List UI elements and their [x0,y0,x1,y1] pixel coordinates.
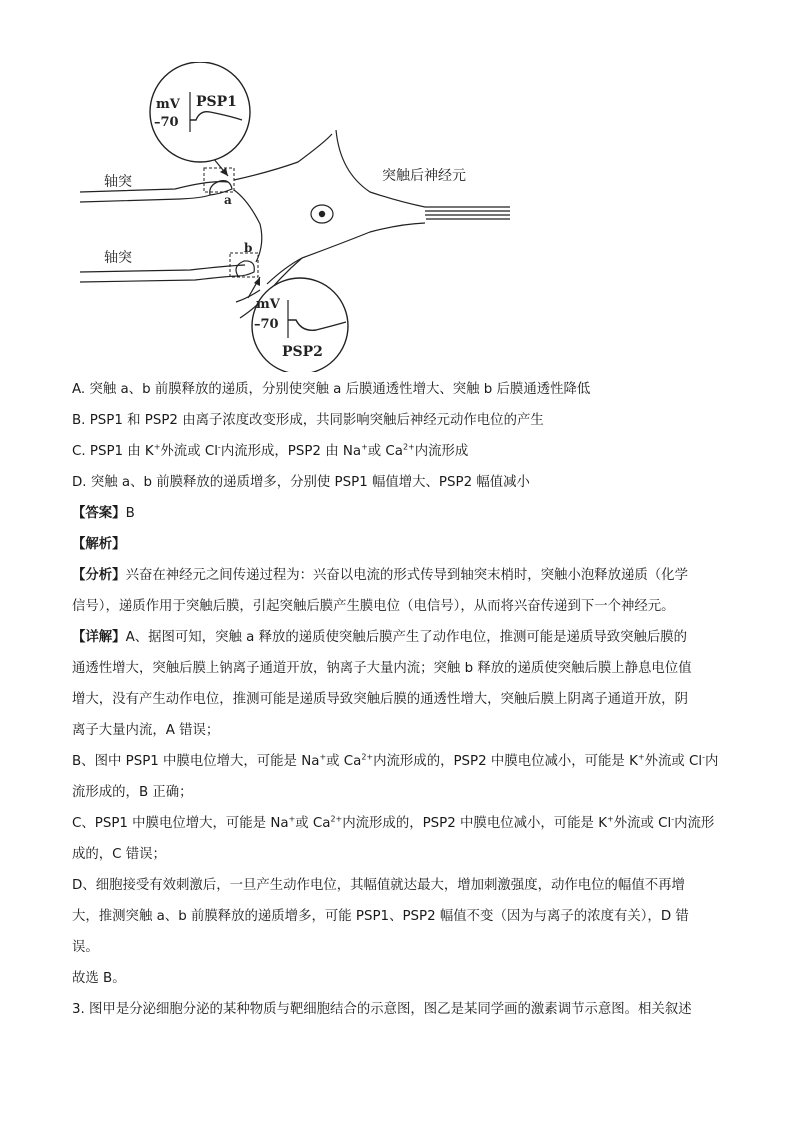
psp1-label: PSP1 [196,94,237,110]
d-explanation-line-3: 误。 [72,940,99,955]
xiangjie-line-1: 【详解】A、据图可知，突触 a 释放的递质使突触后膜产生了动作电位，推测可能是递质导致突触后膜的 [72,630,688,645]
psp2-label: PSP2 [282,344,323,360]
xiangjie-line-3: 增大，没有产生动作电位，推测可能是递质导致突触后膜的通透性增大，突触后膜上阴离子通道开放，阴 [72,692,688,707]
axon-label-top: 轴突 [104,174,132,190]
xiangjie-line-2: 通透性增大，突触后膜上钠离子通道开放，钠离子大量内流；突触 b 释放的递质使突触后膜上静息电位值 [72,661,692,676]
xiangjie-line-4: 离子大量内流，A 错误； [72,723,220,738]
analysis-heading: 【解析】 [72,537,126,552]
synapse-a-label: a [224,193,232,207]
option-d: D. 突触 a、b 前膜释放的递质增多，分别使 PSP1 幅值增大、PSP2 幅值减小 [72,475,530,490]
synapse-b-label: b [244,241,253,255]
d-explanation-line-2: 大，推测突触 a、b 前膜释放的递质增多，可能 PSP1、PSP2 幅值不变（因为与离子的浓度有关），D 错 [72,909,689,924]
b-explanation-line-1: B、图中 PSP1 中膜电位增大，可能是 Na+或 $Ca^{2+}$内流形成的，PSP2 中膜电位减小，可能是 K+外流或 Cl-内 [72,752,719,769]
c-explanation-line-2: 成的，C 错误； [72,847,166,862]
psp2-value: –70 [254,317,279,332]
psp2-unit: mV [256,297,280,312]
option-b: B. PSP1 和 PSP2 由离子浓度改变形成，共同影响突触后神经元动作电位的产生 [72,413,544,428]
answer-tag: 【答案】 [72,506,126,521]
neuron-label: 突触后神经元 [382,168,466,184]
b-explanation-line-2: 流形成的，B 正确； [72,785,193,800]
option-a: A. 突触 a、b 前膜释放的递质，分别使突触 a 后膜通透性增大、突触 b 后膜通透性降低 [72,382,591,397]
d-explanation-line-1: D、细胞接受有效刺激后，一旦产生动作电位，其幅值就达最大，增加刺激强度，动作电位的幅值不再增 [72,878,685,893]
synapse-figure [70,62,530,372]
answer-line [72,504,135,524]
c-explanation-line-1: C、PSP1 中膜电位增大，可能是 Na+或 $Ca^{2+}$内流形成的，PSP2 中膜电位减小，可能是 K+外流或 Cl-内流形 [72,814,715,831]
fenxi-line-1: 【分析】兴奋在神经元之间传递过程为：兴奋以电流的形式传导到轴突末梢时，突触小泡释放递质（化学 [72,568,688,583]
answer-value: B [125,506,135,521]
synapse-diagram [70,62,530,372]
option-c: C. PSP1 由 K+外流或 Cl-内流形成，PSP2 由 Na+或 $Ca^{2+}$内流形成 [72,442,469,459]
psp1-value: –70 [154,115,179,130]
axon-label-bottom: 轴突 [104,250,132,266]
conclusion: 故选 B。 [72,971,126,986]
next-question: 3. 图甲是分泌细胞分泌的某种物质与靶细胞结合的示意图，图乙是某同学画的激素调节示意图。相关叙述 [72,1002,692,1017]
fenxi-line-2: 信号），递质作用于突触后膜，引起突触后膜产生膜电位（电信号），从而将兴奋传递到下一个神经元。 [72,599,675,614]
psp1-unit: mV [156,97,180,112]
